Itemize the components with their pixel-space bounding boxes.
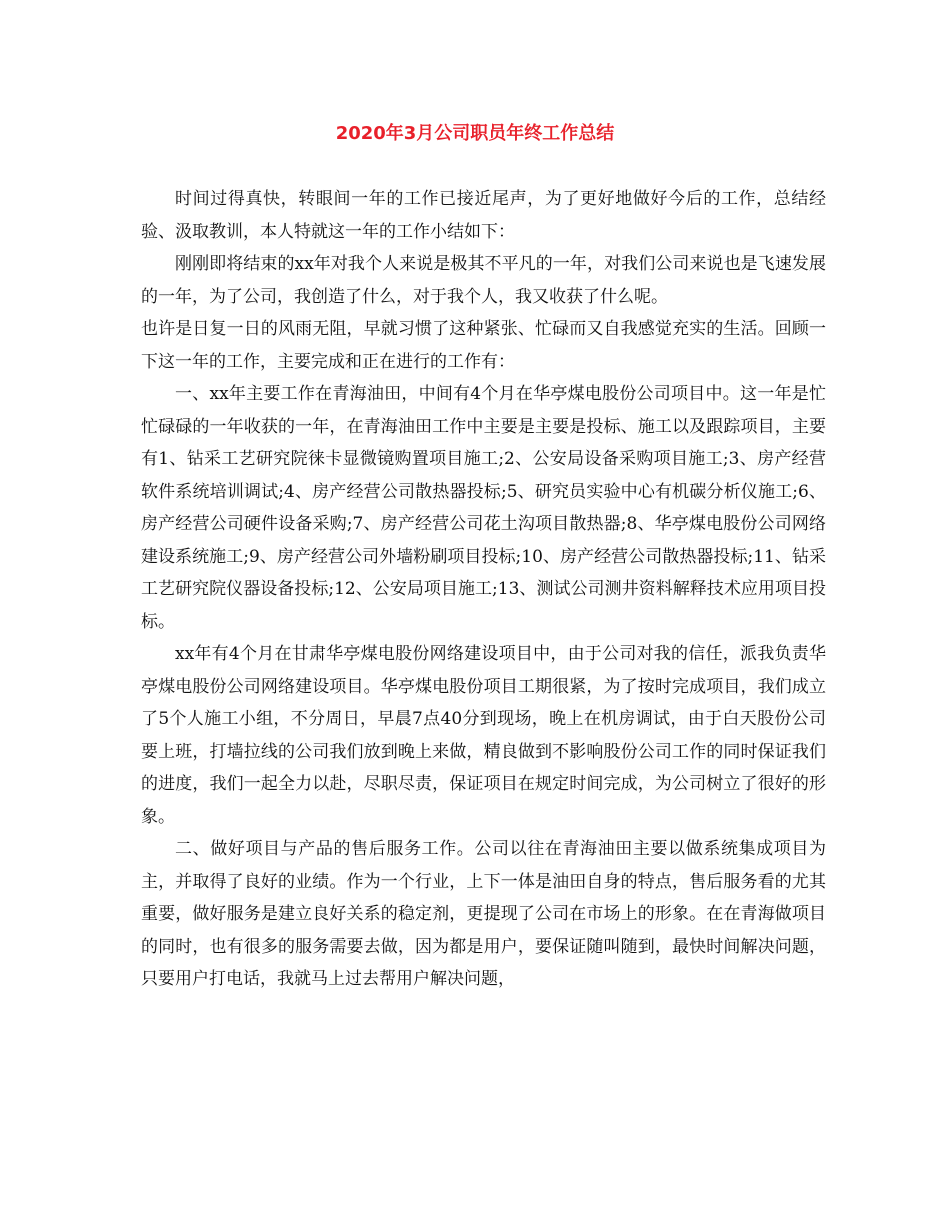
document-body: [141, 183, 826, 996]
paragraph-intro: 时间过得真快，转眼间一年的工作已接近尾声，为了更好地做好今后的工作，总结经验、汲取教训，本人特就这一年的工作小结如下：: [141, 189, 826, 242]
paragraph-daily-life: 也许是日复一日的风雨无阻，早就习惯了这种紧张、忙碌而又自我感觉充实的生活。回顾一下这一年的工作，主要完成和正在进行的工作有：: [141, 319, 826, 372]
paragraph-huating-project: xx年有4个月在甘肃华亭煤电股份网络建设项目中，由于公司对我的信任，派我负责华亭煤电股份公司网络建设项目。华亭煤电股份项目工期很紧，为了按时完成项目，我们成立了5个人施工小组，不分周日，早晨7点40分到现场，晚上在机房调试，由于白天股份公司要上班，打墙拉线的公司我们放到晚上来做，精良做到不影响股份公司工作的同时保证我们的进度，我们一起全力以赴，尽职尽责，保证项目在规定时间完成，为公司树立了很好的形象。: [141, 644, 826, 827]
paragraph-after-sales: 二、做好项目与产品的售后服务工作。公司以往在青海油田主要以做系统集成项目为主，并取得了良好的业绩。作为一个行业，上下一体是油田自身的特点，售后服务看的尤其重要，做好服务是建立良好关系的稳定剂，更提现了公司在市场上的形象。在在青海做项目的同时，也有很多的服务需要去做，因为都是用户，要保证随叫随到，最快时间解决问题，只要用户打电话，我就马上过去帮用户解决问题，: [141, 839, 826, 989]
paragraph-main-work: 一、xx年主要工作在青海油田，中间有4个月在华亭煤电股份公司项目中。这一年是忙忙碌碌的一年收获的一年，在青海油田工作中主要是主要是投标、施工以及跟踪项目，主要有1、钻采工艺研究院徕卡显微镜购置项目施工;2、公安局设备采购项目施工;3、房产经营软件系统培训调试;4、房产经营公司散热器投标;5、研究员实验中心有机碳分析仪施工;6、房产经营公司硬件设备采购;7、房产经营公司花土沟项目散热器;8、华亭煤电股份公司网络建设系统施工;9、房产经营公司外墙粉刷项目投标;10、房产经营公司散热器投标;11、钻采工艺研究院仪器设备投标;12、公安局项目施工;13、测试公司测井资料解释技术应用项目投标。: [141, 384, 826, 632]
document-title: 2020年3月公司职员年终工作总结: [335, 123, 615, 144]
paragraph-year-review: 刚刚即将结束的xx年对我个人来说是极其不平凡的一年，对我们公司来说也是飞速发展的一年，为了公司，我创造了什么，对于我个人，我又收获了什么呢。: [141, 254, 826, 307]
